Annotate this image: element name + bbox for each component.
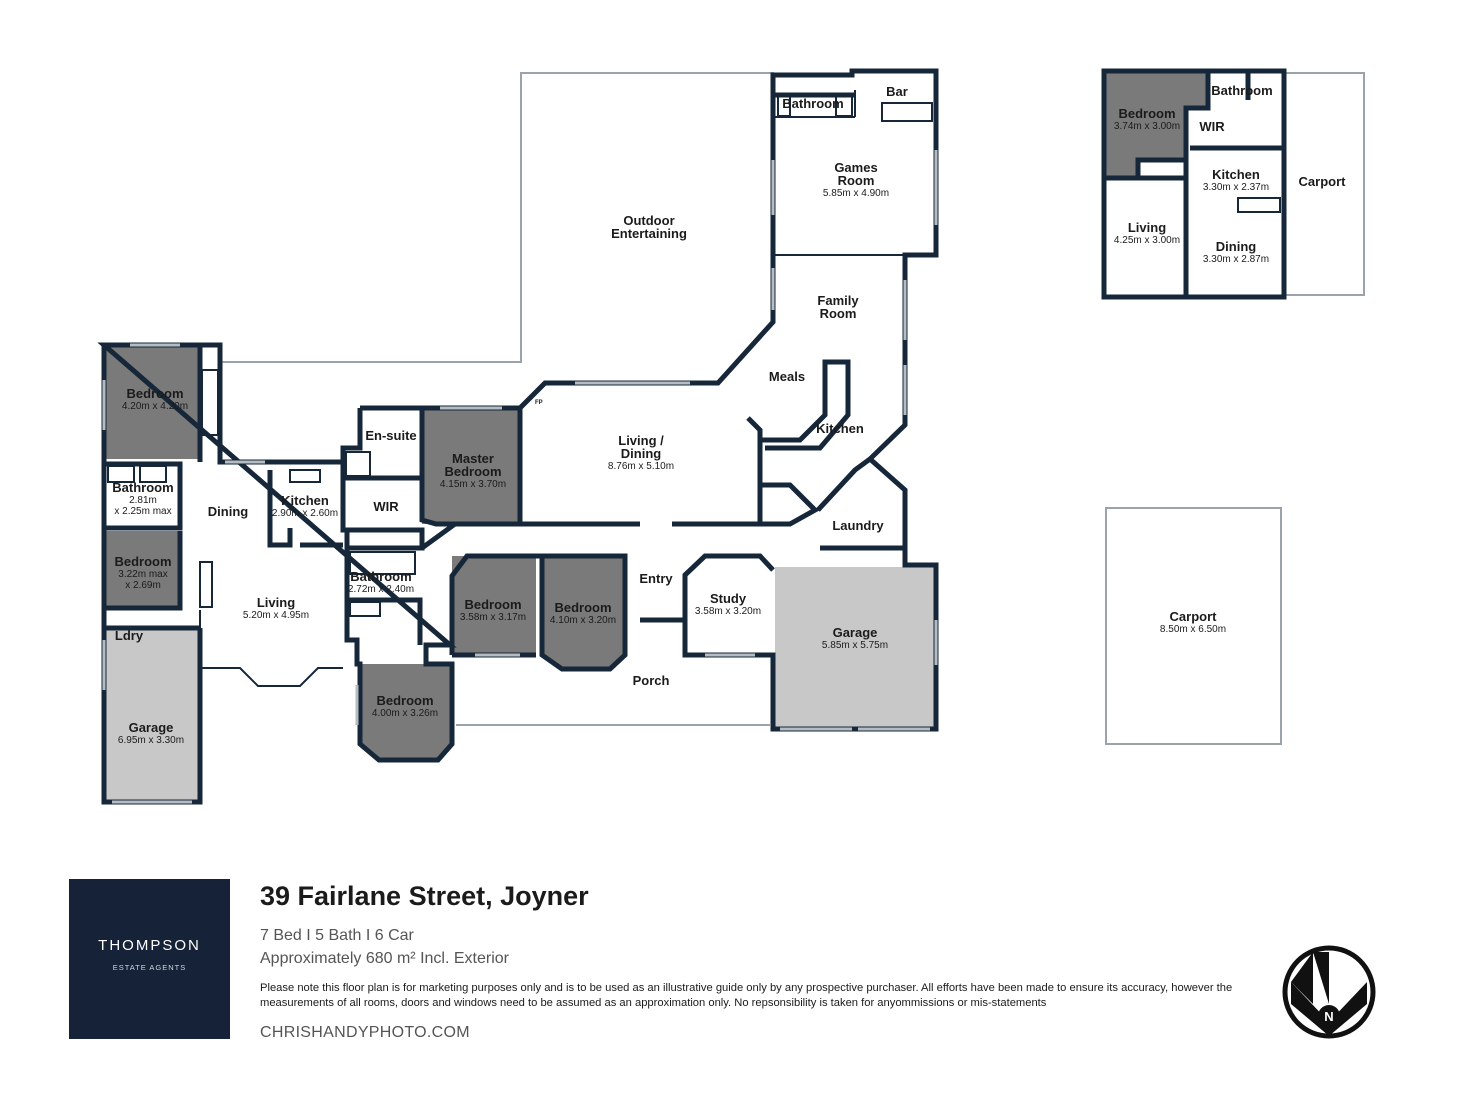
room-label: Entry [639,571,673,586]
room-label: Garage [128,720,174,735]
room-label: Bedroom [464,597,522,612]
room-label: Bedroom [1118,106,1176,121]
ensuite-shower [346,452,370,476]
ensuite-wall [343,408,422,478]
fireplace-label: FP [535,400,543,406]
bar-counter [882,103,932,121]
room-label: Porch [632,673,670,688]
room-dimensions: 3.58m x 3.17m [459,612,527,623]
room-dimensions: 4.15m x 3.70m [439,479,507,490]
garage-w-floor [106,628,200,802]
room-dimensions: 8.76m x 5.10m [607,461,675,472]
logo [69,879,230,1039]
room-label: En-suite [365,428,417,443]
living-dining-wall [672,418,760,524]
room-label: Games Room [834,160,878,188]
room-label: Bedroom [554,600,612,615]
compass-label: N [1324,1009,1334,1024]
room-label: Meals [768,369,806,384]
room-dimensions: 2.81m x 2.25m max [114,495,172,517]
north-arrow-icon [1281,944,1377,1040]
room-label: Bathroom [112,480,174,495]
room-dimensions: 3.22m max x 2.69m [118,569,168,591]
living-w-bay [205,668,343,686]
room-dimensions: 3.58m x 3.20m [694,606,762,617]
room-dimensions: 4.20m x 4.20m [121,401,189,412]
room-label: Kitchen [1212,167,1260,182]
bathroom-vanity [350,602,380,616]
room-label: Bar [886,84,908,99]
room-label: Dining [1215,239,1257,254]
room-dimensions: 8.50m x 6.50m [1159,624,1227,635]
room-label: Family Room [817,293,859,321]
room-dimensions: 5.85m x 4.90m [822,188,890,199]
wir-wall [347,530,422,548]
room-label: Outdoor Entertaining [611,213,687,241]
room-label: Dining [207,504,249,519]
room-dimensions: 4.10m x 3.20m [549,615,617,626]
room-label: WIR [373,499,399,514]
room-label: WIR [1199,119,1225,134]
room-label: Master Bedroom [444,451,502,479]
room-label: Carport [1298,174,1346,189]
outdoor-area-outline [220,73,773,362]
gf-kitchen-bench [1238,198,1280,212]
room-dimensions: 2.72m x 2.40m [347,584,415,595]
disclaimer: Please note this floor plan is for marketing purposes only and is to be used as an illustrative guide only by any prospective purchaser. All efforts have been made to ensure its accuracy, however the measurements of all rooms, doors and windows need to be assumed as an approximation only. No repsonsibility is taken for anyommissions or mis-statements [260,982,1233,1009]
kitchen-w-sink [290,470,320,482]
room-label: Bathroom [350,569,412,584]
room-dimensions: 3.30m x 2.87m [1202,254,1270,265]
room-dimensions: 5.85m x 5.75m [821,640,889,651]
room-dimensions: 4.00m x 3.26m [371,708,439,719]
room-label: Study [709,591,747,606]
room-dimensions: 4.25m x 3.00m [1113,235,1181,246]
room-label: Bedroom [126,386,184,401]
property-area: Approximately 680 m² Incl. Exterior [260,950,509,967]
laundry-wall [818,459,870,510]
laundry-wall [760,485,815,524]
property-specs: 7 Bed I 5 Bath I 6 Car [260,927,414,944]
room-dimensions: 2.90m x 2.60m [271,508,339,519]
website-link[interactable]: CHRISHANDYPHOTO.COM [260,1024,470,1041]
address-title: 39 Fairlane Street, Joyner [260,881,589,911]
room-label: Laundry [832,518,884,533]
room-label: Bedroom [114,554,172,569]
corridor-wall [422,524,455,548]
room-label: Kitchen [281,493,329,508]
room-dimensions: 6.95m x 3.30m [117,735,185,746]
room-dimensions: 3.30m x 2.37m [1202,182,1270,193]
room-label: Carport [1169,609,1217,624]
room-label: Living [256,595,296,610]
room-label: Bathroom [782,96,844,111]
room-label: Living / Dining [618,433,664,461]
logo-tagline: ESTATE AGENTS [112,963,187,972]
room-label: Living [1127,220,1167,235]
logo-name: THOMPSON [98,937,201,954]
room-label: Bathroom [1211,83,1273,98]
room-label: Bedroom [376,693,434,708]
room-label: Garage [832,625,878,640]
wardrobe [202,370,218,435]
room-dimensions: 5.20m x 4.95m [242,610,310,621]
wardrobe [200,562,212,607]
room-label: Kitchen [816,421,864,436]
room-dimensions: 3.74m x 3.00m [1113,121,1181,132]
room-label: Ldry [114,628,144,643]
